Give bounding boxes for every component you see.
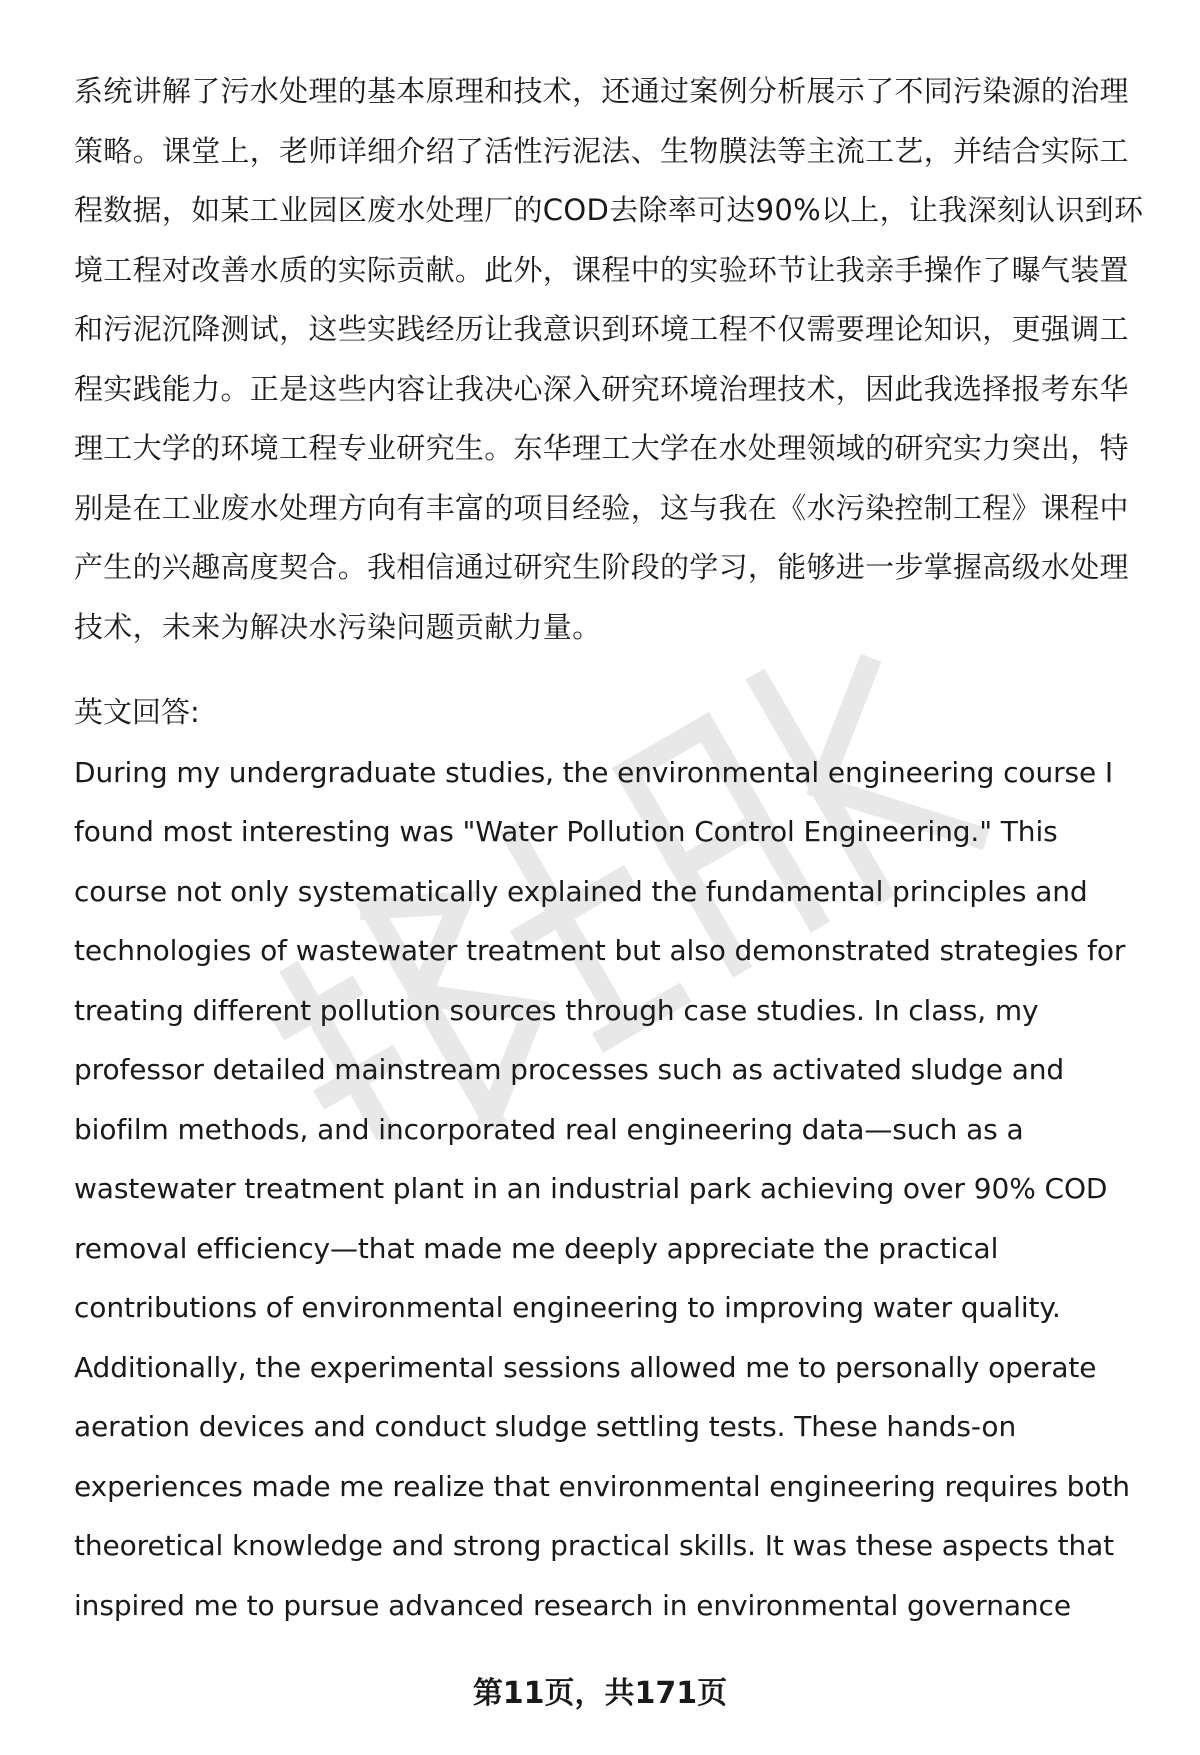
text-line: 技术，未来为解决水污染问题贡献力量。 <box>74 609 602 644</box>
text-line: 理工大学的环境工程专业研究生。东华理工大学在水处理领域的研究实力突出，特 <box>74 431 1129 465</box>
text-line: experiences made me realize that environmental engineering requires both <box>74 1469 1130 1503</box>
english-answer-heading: 英文回答: <box>74 695 200 729</box>
text-line: 策略。课堂上，老师详细介绍了活性污泥法、生物膜法等主流工艺，并结合实际工 <box>74 133 1129 168</box>
text-line: treating different pollution sources through case studies. In class, my <box>74 993 1039 1027</box>
text-line: 境工程对改善水质的实际贡献。此外，课程中的实验环节让我亲手操作了曝气装置 <box>74 252 1129 287</box>
text-line: removal efficiency—that made me deeply appreciate the practical <box>74 1231 999 1265</box>
text-line: 程实践能力。正是这些内容让我决心深入研究环境治理技术，因此我选择报考东华 <box>74 371 1129 406</box>
text-line: 别是在工业废水处理方向有丰富的项目经验，这与我在《水污染控制工程》课程中 <box>74 490 1129 525</box>
text-line: 程数据，如某工业园区废水处理厂的COD去除率可达90%以上，让我深刻认识到环 <box>74 193 1144 227</box>
text-line: inspired me to pursue advanced research in environmental governance <box>74 1588 1071 1622</box>
chinese-answer <box>74 62 1154 657</box>
document-body <box>74 62 1154 1635</box>
text-line: contributions of environmental engineering to improving water quality. <box>74 1291 1061 1324</box>
text-line: 系统讲解了污水处理的基本原理和技术，还通过案例分析展示了不同污染源的治理 <box>74 74 1129 108</box>
text-line: found most interesting was "Water Pollution Control Engineering." This <box>74 815 1058 848</box>
text-line: aeration devices and conduct sludge settling tests. These hands-on <box>74 1410 1017 1443</box>
text-line: 和污泥沉降测试，这些实践经历让我意识到环境工程不仅需要理论知识，更强调工 <box>74 312 1129 346</box>
page-number-footer: 第11页，共171页 <box>472 1676 728 1711</box>
text-line: wastewater treatment plant in an industrial park achieving over 90% COD <box>74 1172 1108 1205</box>
text-line: professor detailed mainstream processes such as activated sludge and <box>74 1053 1065 1086</box>
english-answer <box>74 743 1154 1636</box>
text-line: 产生的兴趣高度契合。我相信通过研究生阶段的学习，能够进一步掌握高级水处理 <box>74 550 1129 584</box>
text-line: During my undergraduate studies, the environmental engineering course I <box>74 755 1114 789</box>
text-line: theoretical knowledge and strong practical skills. It was these aspects that <box>74 1529 1115 1562</box>
text-line: biofilm methods, and incorporated real engineering data—such as a <box>74 1112 1024 1146</box>
text-line: course not only systematically explained the fundamental principles and <box>74 874 1088 908</box>
text-line: Additionally, the experimental sessions allowed me to personally operate <box>74 1350 1097 1384</box>
text-line: technologies of wastewater treatment but also demonstrated strategies for <box>74 934 1126 967</box>
